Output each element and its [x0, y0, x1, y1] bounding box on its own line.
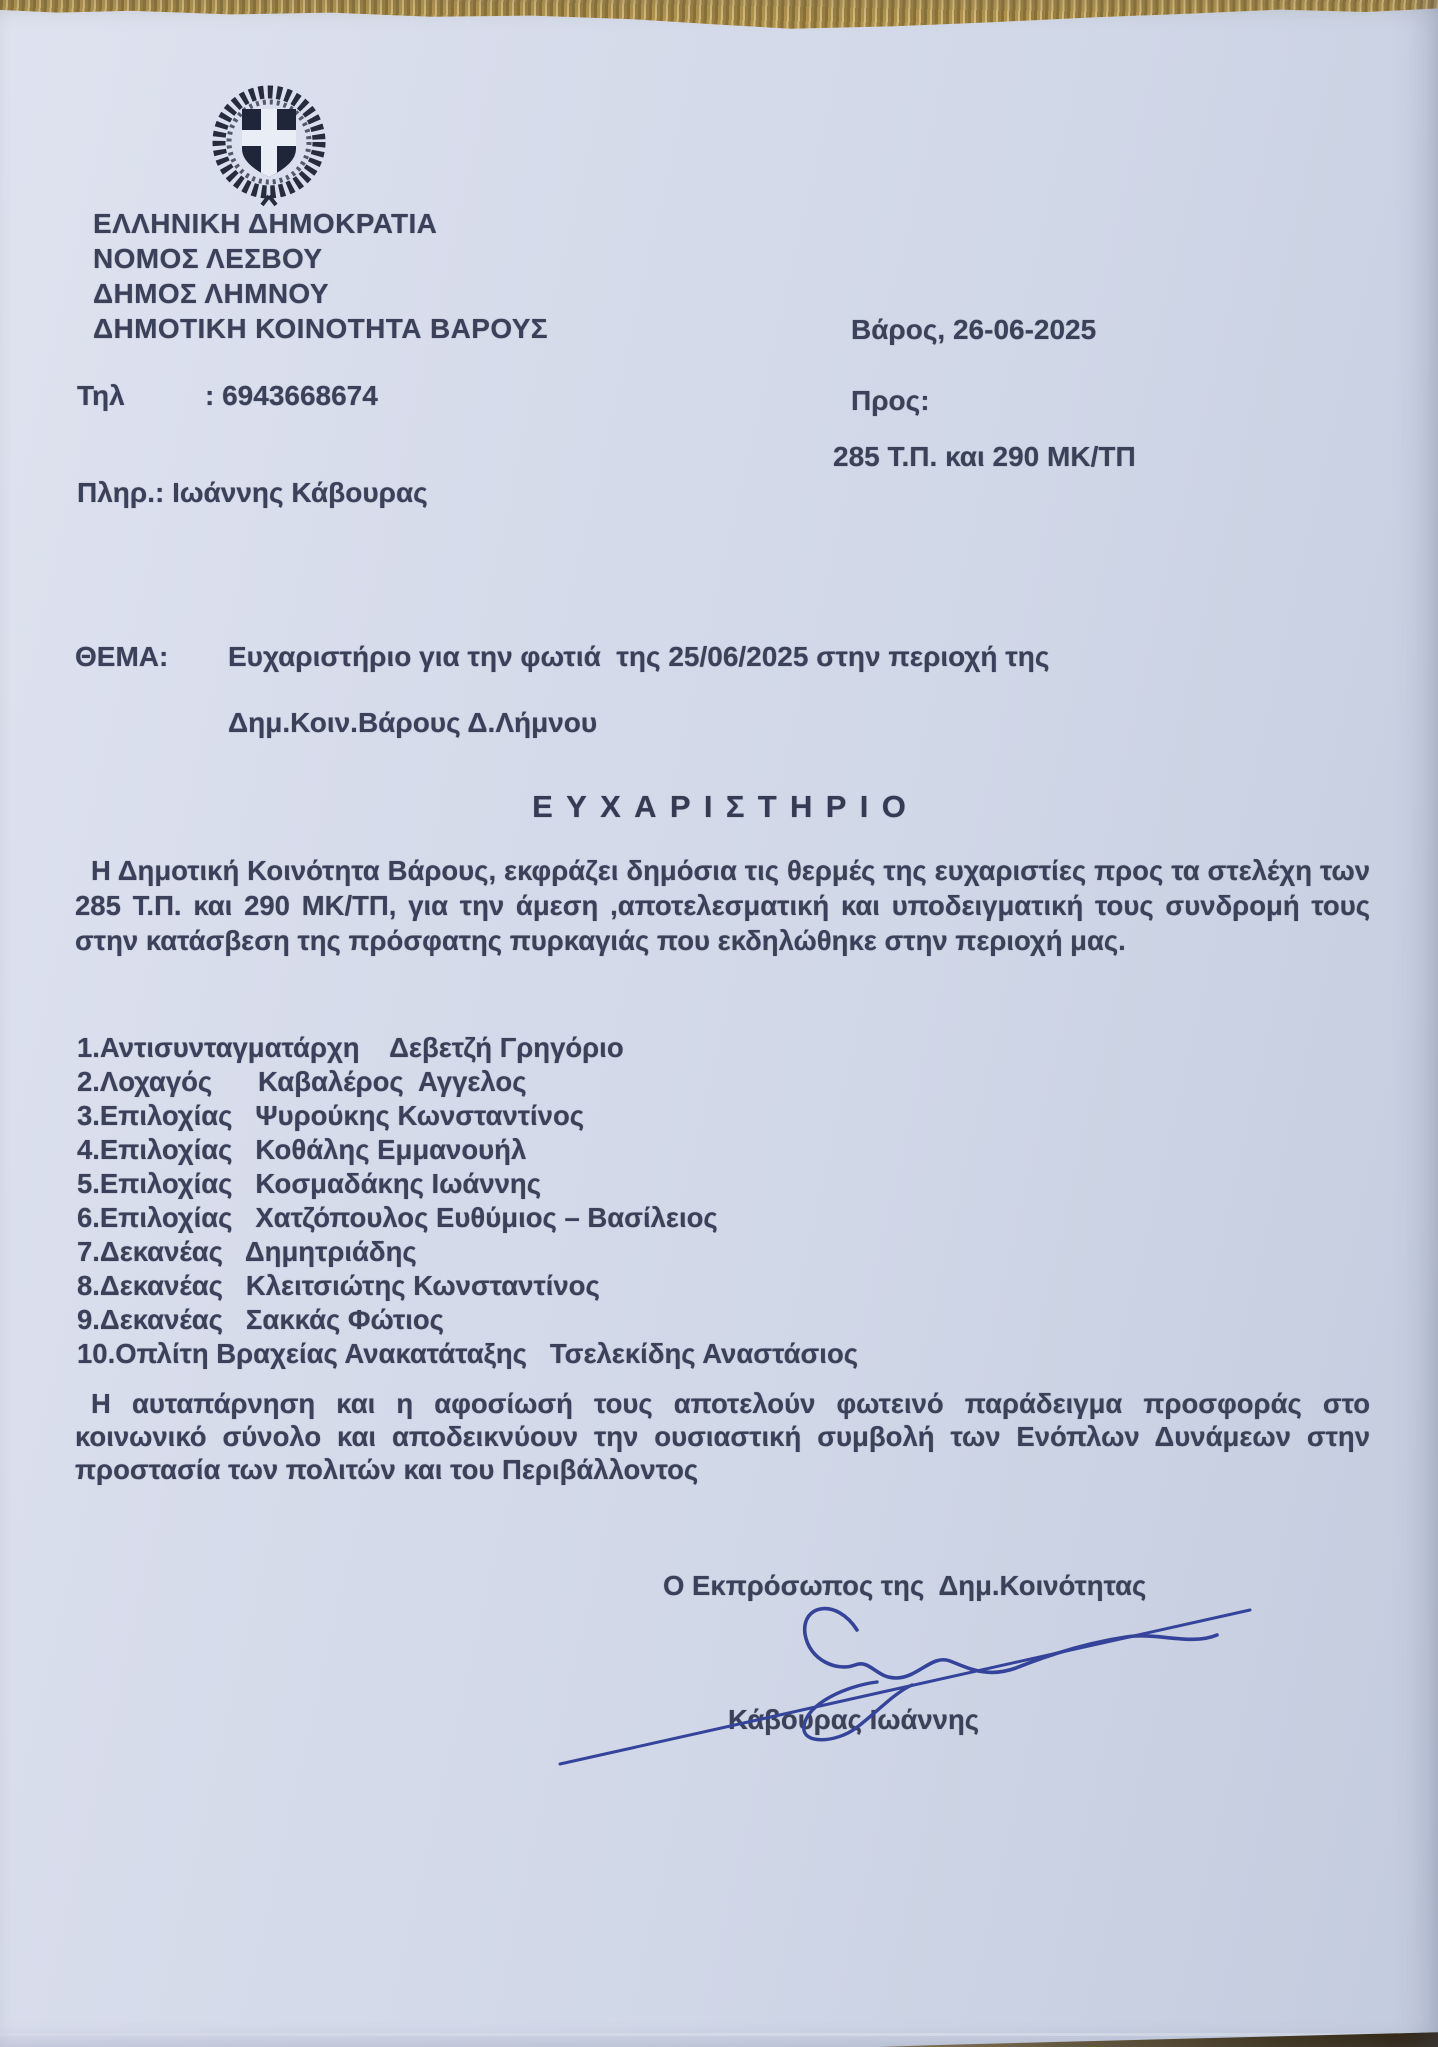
- recipients-list: [77, 1031, 858, 1371]
- to-value: 285 Τ.Π. και 290 ΜΚ/ΤΠ: [833, 441, 1136, 472]
- subject-block: [75, 641, 1049, 739]
- list-item: 7.Δεκανέας Δημητριάδης: [77, 1236, 417, 1267]
- subject-line-1: Ευχαριστήριο για την φωτιά της 25/06/2025 στην περιοχή της: [228, 641, 1050, 672]
- org-line: ΕΛΛΗΝΙΚΗ ΔΗΜΟΚΡΑΤΙΑ: [93, 208, 438, 239]
- list-item: 4.Επιλοχίας Κοθάλης Εμμανουήλ: [77, 1134, 527, 1165]
- list-item: 2.Λοχαγός Καβαλέρος Αγγελος: [77, 1066, 527, 1097]
- list-item: 8.Δεκανέας Κλειτσιώτης Κωνσταντίνος: [77, 1270, 600, 1301]
- org-line: ΔΗΜΟΣ ΛΗΜΝΟΥ: [93, 278, 329, 309]
- list-item: 3.Επιλοχίας Ψυρούκης Κωνσταντίνος: [77, 1100, 585, 1131]
- list-item: 9.Δεκανέας Σακκάς Φώτιος: [77, 1304, 444, 1335]
- org-line: ΔΗΜΟΤΙΚΗ ΚΟΙΝΟΤΗΤΑ ΒΑΡΟΥΣ: [93, 313, 548, 344]
- list-item: 5.Επιλοχίας Κοσμαδάκης Ιωάννης: [77, 1168, 542, 1199]
- issuing-authority-block: [93, 206, 548, 346]
- org-line: ΝΟΜΟΣ ΛΕΣΒΟΥ: [93, 243, 323, 274]
- list-item: 10.Οπλίτη Βραχείας Ανακατάταξης Τσελεκίδης Αναστάσιος: [77, 1338, 859, 1369]
- table-surface-texture: [0, 0, 1438, 30]
- signature-autograph: [545, 1586, 1265, 1781]
- phone-line: [77, 380, 378, 412]
- list-item: 6.Επιλοχίας Χατζόπουλος Ευθύμιος – Βασίλειος: [77, 1202, 718, 1233]
- signature-heading: Ο Εκπρόσωπος της Δημ.Κοινότητας: [663, 1570, 1147, 1601]
- place-date: Βάρος, 26-06-2025: [851, 314, 1097, 345]
- document-title: ΕΥΧΑΡΙΣΤΗΡΙΟ: [532, 789, 920, 824]
- outro-paragraph: Η αυταπάρνηση και η αφοσίωσή τους αποτελούν φωτεινό παράδειγμα προσφοράς στο κοινωνικό σύνολο και αποδεικνύουν την ουσιαστική συμβολή των Ενόπλων Δυνάμεων στην προστασία των πολιτών και του Περιβάλλοντος: [75, 1388, 1370, 1485]
- subject-line-2: Δημ.Κοιν.Βάρους Δ.Λήμνου: [228, 707, 598, 738]
- list-item: 1.Αντισυνταγματάρχη Δεβετζή Γρηγόριο: [77, 1032, 624, 1063]
- signatory-name: Κάβουρας Ιωάννης: [728, 1704, 980, 1735]
- hellenic-republic-emblem-icon: [198, 78, 340, 212]
- contact-line: Πληρ.: Ιωάννης Κάβουρας: [77, 477, 428, 508]
- subject-label: ΘΕΜΑ:: [75, 641, 169, 672]
- intro-paragraph: Η Δημοτική Κοινότητα Βάρους, εκφράζει δημόσια τις θερμές της ευχαριστίες προς τα στελέχη των 285 Τ.Π. και 290 ΜΚ/ΤΠ, για την άμεση ,αποτελεσματική και υποδειγματική τους συνδρομή τους στην κατάσβεση της πρόσφατης πυρκαγιάς που εκδηλώθηκε στην περιοχή μας.: [75, 855, 1370, 956]
- phone-value: : 6943668674: [205, 380, 378, 411]
- paper-bottom-edge: [0, 2033, 1438, 2036]
- phone-label: Τηλ: [77, 380, 125, 411]
- subject-lines: [228, 641, 1049, 739]
- to-label: Προς:: [851, 385, 930, 416]
